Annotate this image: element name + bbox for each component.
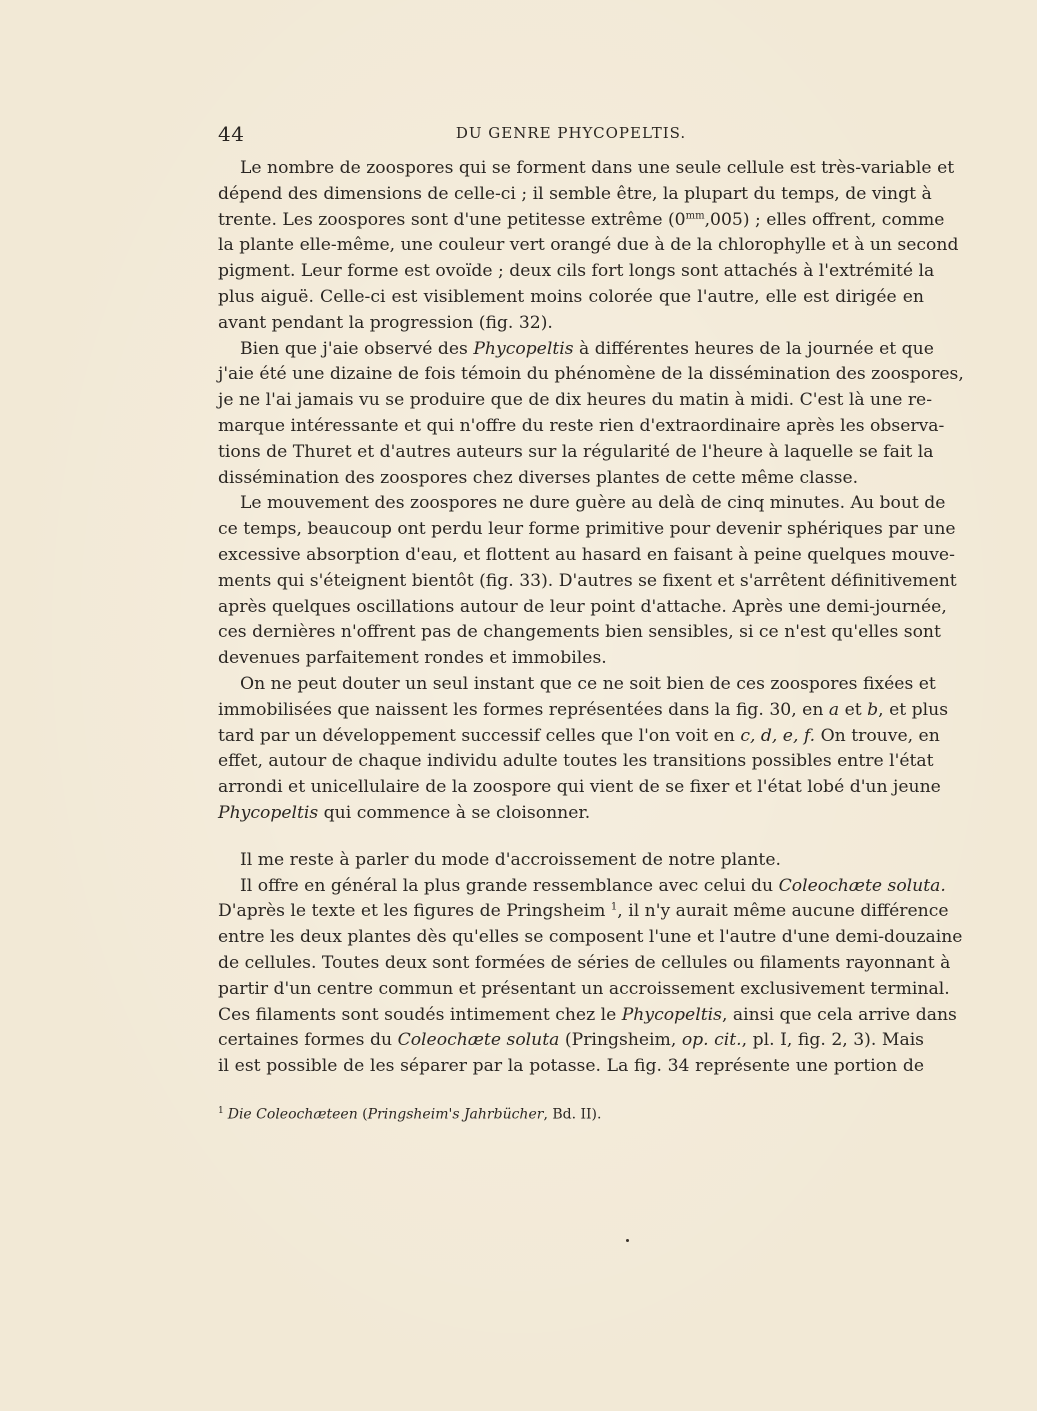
text-line: j'aie été une dizaine de fois témoin du phénomène de la dissémination des zoospores,	[218, 364, 964, 385]
footnote-mark: 1	[218, 1106, 224, 1116]
text-line: Le nombre de zoospores qui se forment dans une seule cellule est très-variable et	[240, 158, 955, 178]
text-line: marque intéressante et qui n'offre du reste rien d'extraordinaire après les observa-	[218, 415, 945, 436]
text-line: Phycopeltis qui commence à se cloisonner.	[218, 802, 591, 823]
text-line: certaines formes du Coleochæte soluta (Pringsheim, op. cit., pl. I, fig. 2, 3). Mais	[218, 1030, 925, 1051]
text-line: dépend des dimensions de celle-ci ; il semble être, la plupart du temps, de vingt à	[218, 183, 932, 204]
text-line: immobilisées que naissent les formes représentées dans la fig. 30, en a et b, et plus	[218, 699, 949, 720]
text-line: On ne peut douter un seul instant que ce ne soit bien de ces zoospores fixées et	[240, 673, 936, 694]
text-line: ces dernières n'offrent pas de changements bien sensibles, si ce n'est qu'elles sont	[218, 622, 941, 643]
italic-term: Coleochæte soluta.	[778, 875, 946, 896]
text-line: devenues parfaitement rondes et immobiles.	[218, 648, 607, 669]
text-line: partir d'un centre commun et présentant un accroissement exclusivement terminal.	[218, 978, 950, 999]
page-number: 44	[218, 122, 245, 146]
page-header	[218, 122, 924, 146]
text-line: avant pendant la progression (fig. 32).	[218, 312, 553, 333]
italic-term: Phycopeltis	[473, 338, 574, 359]
section-gap	[218, 827, 924, 848]
text-line: D'après le texte et les figures de Pringsheim $^1$, il n'y aurait même aucune différence	[218, 901, 949, 922]
text-line: excessive absorption d'eau, et flottent au hasard en faisant à peine quelques mouve-	[218, 544, 955, 565]
ink-speck	[626, 1239, 629, 1242]
text-line: je ne l'ai jamais vu se produire que de dix heures du matin à midi. C'est là une re-	[218, 390, 933, 411]
text-line: pigment. Leur forme est ovoïde ; deux cils fort longs sont attachés à l'extrémité la	[218, 261, 935, 282]
text-line: ments qui s'éteignent bientôt (fig. 33). D'autres se fixent et s'arrêtent définitivement	[218, 570, 957, 591]
italic-term: Phycopeltis	[218, 802, 319, 823]
footnote: $^1$ Die Coleochæteen (Pringsheim's Jahrbücher, Bd. II).	[218, 1106, 602, 1123]
text-line: trente. Les zoospores sont d'une petitesse extrême $(0^{mm},005)$ ; elles offrent, comme	[218, 209, 945, 230]
text-line: tions de Thuret et d'autres auteurs sur la régularité de l'heure à laquelle se fait la	[218, 441, 934, 462]
text-line: effet, autour de chaque individu adulte toutes les transitions possibles entre l'état	[218, 751, 934, 772]
text-line: Le mouvement des zoospores ne dure guère au delà de cinq minutes. Au bout de	[240, 493, 946, 514]
text-line: Il offre en général la plus grande ressemblance avec celui du Coleochæte soluta.	[240, 875, 946, 896]
running-title: DU GENRE PHYCOPELTIS.	[455, 124, 687, 142]
text-line: après quelques oscillations autour de leur point d'attache. Après une demi-journée,	[218, 596, 947, 617]
text-line: ce temps, beaucoup ont perdu leur forme primitive pour devenir sphériques par une	[218, 519, 956, 540]
text-line: Il me reste à parler du mode d'accroissement de notre plante.	[240, 849, 781, 870]
text-line: tard par un développement successif celles que l'on voit en c, d, e, f. On trouve, en	[218, 725, 940, 746]
superscript: mm	[685, 209, 705, 221]
text-line: il est possible de les séparer par la potasse. La fig. 34 représente une portion de	[218, 1056, 924, 1077]
text-line: plus aiguë. Celle-ci est visiblement moins colorée que l'autre, elle est dirigée en	[218, 286, 924, 307]
text-line: Ces filaments sont soudés intimement chez le Phycopeltis, ainsi que cela arrive dans	[218, 1004, 957, 1025]
text-line: de cellules. Toutes deux sont formées de séries de cellules ou filaments rayonnant à	[218, 952, 951, 973]
text-line: la plante elle-même, une couleur vert orangé due à de la chlorophylle et à un second	[218, 235, 959, 256]
body-text	[218, 156, 964, 1080]
text-line: Bien que j'aie observé des Phycopeltis à différentes heures de la journée et que	[240, 338, 934, 359]
text-line: dissémination des zoospores chez diverses plantes de cette même classe.	[218, 467, 859, 488]
text-line: arrondi et unicellulaire de la zoospore qui vient de se fixer et l'état lobé d'un jeune	[218, 777, 941, 798]
text-line: entre les deux plantes dès qu'elles se composent l'une et l'autre d'une demi-douzaine	[218, 927, 963, 948]
footnote-reference: 1	[610, 901, 618, 913]
